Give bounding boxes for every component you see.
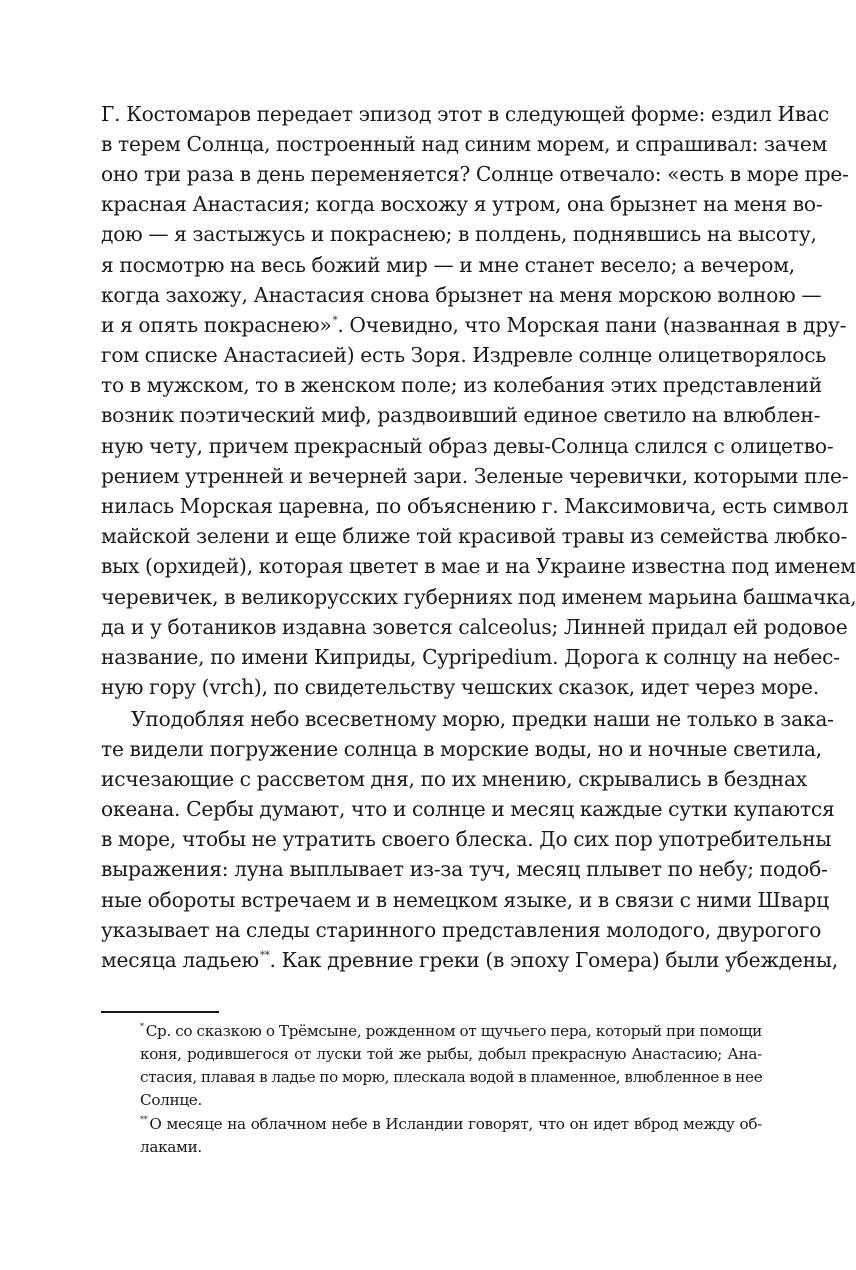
footnote-line: лаками. — [140, 1138, 202, 1156]
text-line: Г. Костомаров передает эпизод этот в следующей форме: ездил Ивас — [101, 102, 829, 126]
text-line — [101, 945, 839, 975]
text-line: нилась Морская царевна, по объяснению г. Максимовича, есть символ — [101, 494, 849, 518]
text-line: выражения: луна выплывает из-за туч, месяц плывет по небу; подоб- — [101, 857, 828, 881]
text-line: майской зелени и еще ближе той красивой травы из семейства любко- — [101, 524, 848, 548]
text-segment: . Очевидно, что Морская пани (названная в дру- — [337, 313, 847, 337]
footnote-ref[interactable]: ** — [259, 950, 270, 961]
text-line: гом списке Анастасией) есть Зоря. Издревле солнце олицетворялось — [101, 343, 827, 367]
text-line: в терем Солнца, построенный над синим морем, и спрашивал: зачем — [101, 132, 828, 156]
footnote-line: * Ср. со сказкою о Трёмсыне, рожденном от щучьего пера, который при помощи — [140, 1022, 762, 1040]
text-line: вых (орхидей), которая цветет в мае и на Украине известна под именем — [101, 554, 856, 578]
footnote-mark: ** — [140, 1115, 148, 1124]
text-line: Уподобляя небо всесветному морю, предки наши не только в зака- — [131, 707, 834, 731]
footnote-line: коня, родившегося от луски той же рыбы, добыл прекрасную Анастасию; Ана- — [140, 1045, 762, 1063]
footnote-line: Солнце. — [140, 1091, 203, 1109]
footnote-line: стасия, плавая в ладье по морю, плескала водой в пламенное, влюбленное в нее — [140, 1068, 763, 1086]
footnote-mark: * — [140, 1022, 144, 1031]
footnote-ref[interactable]: * — [332, 315, 338, 326]
footnote-line: ** О месяце на облачном небе в Исландии говорят, что он идет вброд между об- — [140, 1115, 762, 1133]
text-line: оно три раза в день переменяется? Солнце отвечало: «есть в море пре- — [101, 162, 849, 186]
text-line: ную гору (vrch), по свидетельству чешских сказок, идет через море. — [101, 675, 819, 699]
text-line: дою — я застыжусь и покраснею; в полдень, поднявшись на высоту, — [101, 222, 817, 246]
text-line: ную чету, причем прекрасный образ девы-Солнца слился с олицетво- — [101, 434, 834, 458]
text-line: те видели погружение солнца в морские воды, но и ночные светила, — [101, 737, 822, 761]
text-line: возник поэтический миф, раздвоивший единое светило на влюблен- — [101, 403, 821, 427]
text-segment: и я опять покраснею» — [101, 313, 332, 337]
text-line: я посмотрю на весь божий мир — и мне станет весело; а вечером, — [101, 253, 795, 277]
text-line — [101, 310, 847, 340]
text-line: в море, чтобы не утратить своего блеска. До сих пор употребительны — [101, 827, 832, 851]
text-segment: . Как древние греки (в эпоху Гомера) были убеждены, — [269, 948, 839, 972]
text-line: исчезающие с рассветом дня, по их мнению, скрывались в безднах — [101, 767, 807, 791]
text-line: указывает на следы старинного представления молодого, двурогого — [101, 918, 822, 942]
text-line: когда захожу, Анастасия снова брызнет на меня морскою волною — — [101, 283, 822, 307]
text-line: черевичек, в великорусских губерниях под именем марьина башмачка, — [101, 585, 856, 609]
text-segment: месяца ладьею — [101, 948, 259, 972]
text-line: название, по имени Киприды, Cypripedium. Дорога к солнцу на небес- — [101, 645, 840, 669]
text-line: океана. Сербы думают, что и солнце и месяц каждые сутки купаются — [101, 797, 835, 821]
text-line: то в мужском, то в женском поле; из колебания этих представлений — [101, 373, 822, 397]
text-line: ные обороты встречаем и в немецком языке, и в связи с ними Шварц — [101, 888, 829, 912]
text-line: красная Анастасия; когда восхожу я утром, она брызнет на меня во- — [101, 192, 823, 216]
text-line: рением утренней и вечерней зари. Зеленые черевички, которыми пле- — [101, 464, 849, 488]
footnote-divider — [101, 1011, 219, 1013]
text-line: да и у ботаников издавна зовется calceolus; Линней придал ей родовое — [101, 615, 848, 639]
